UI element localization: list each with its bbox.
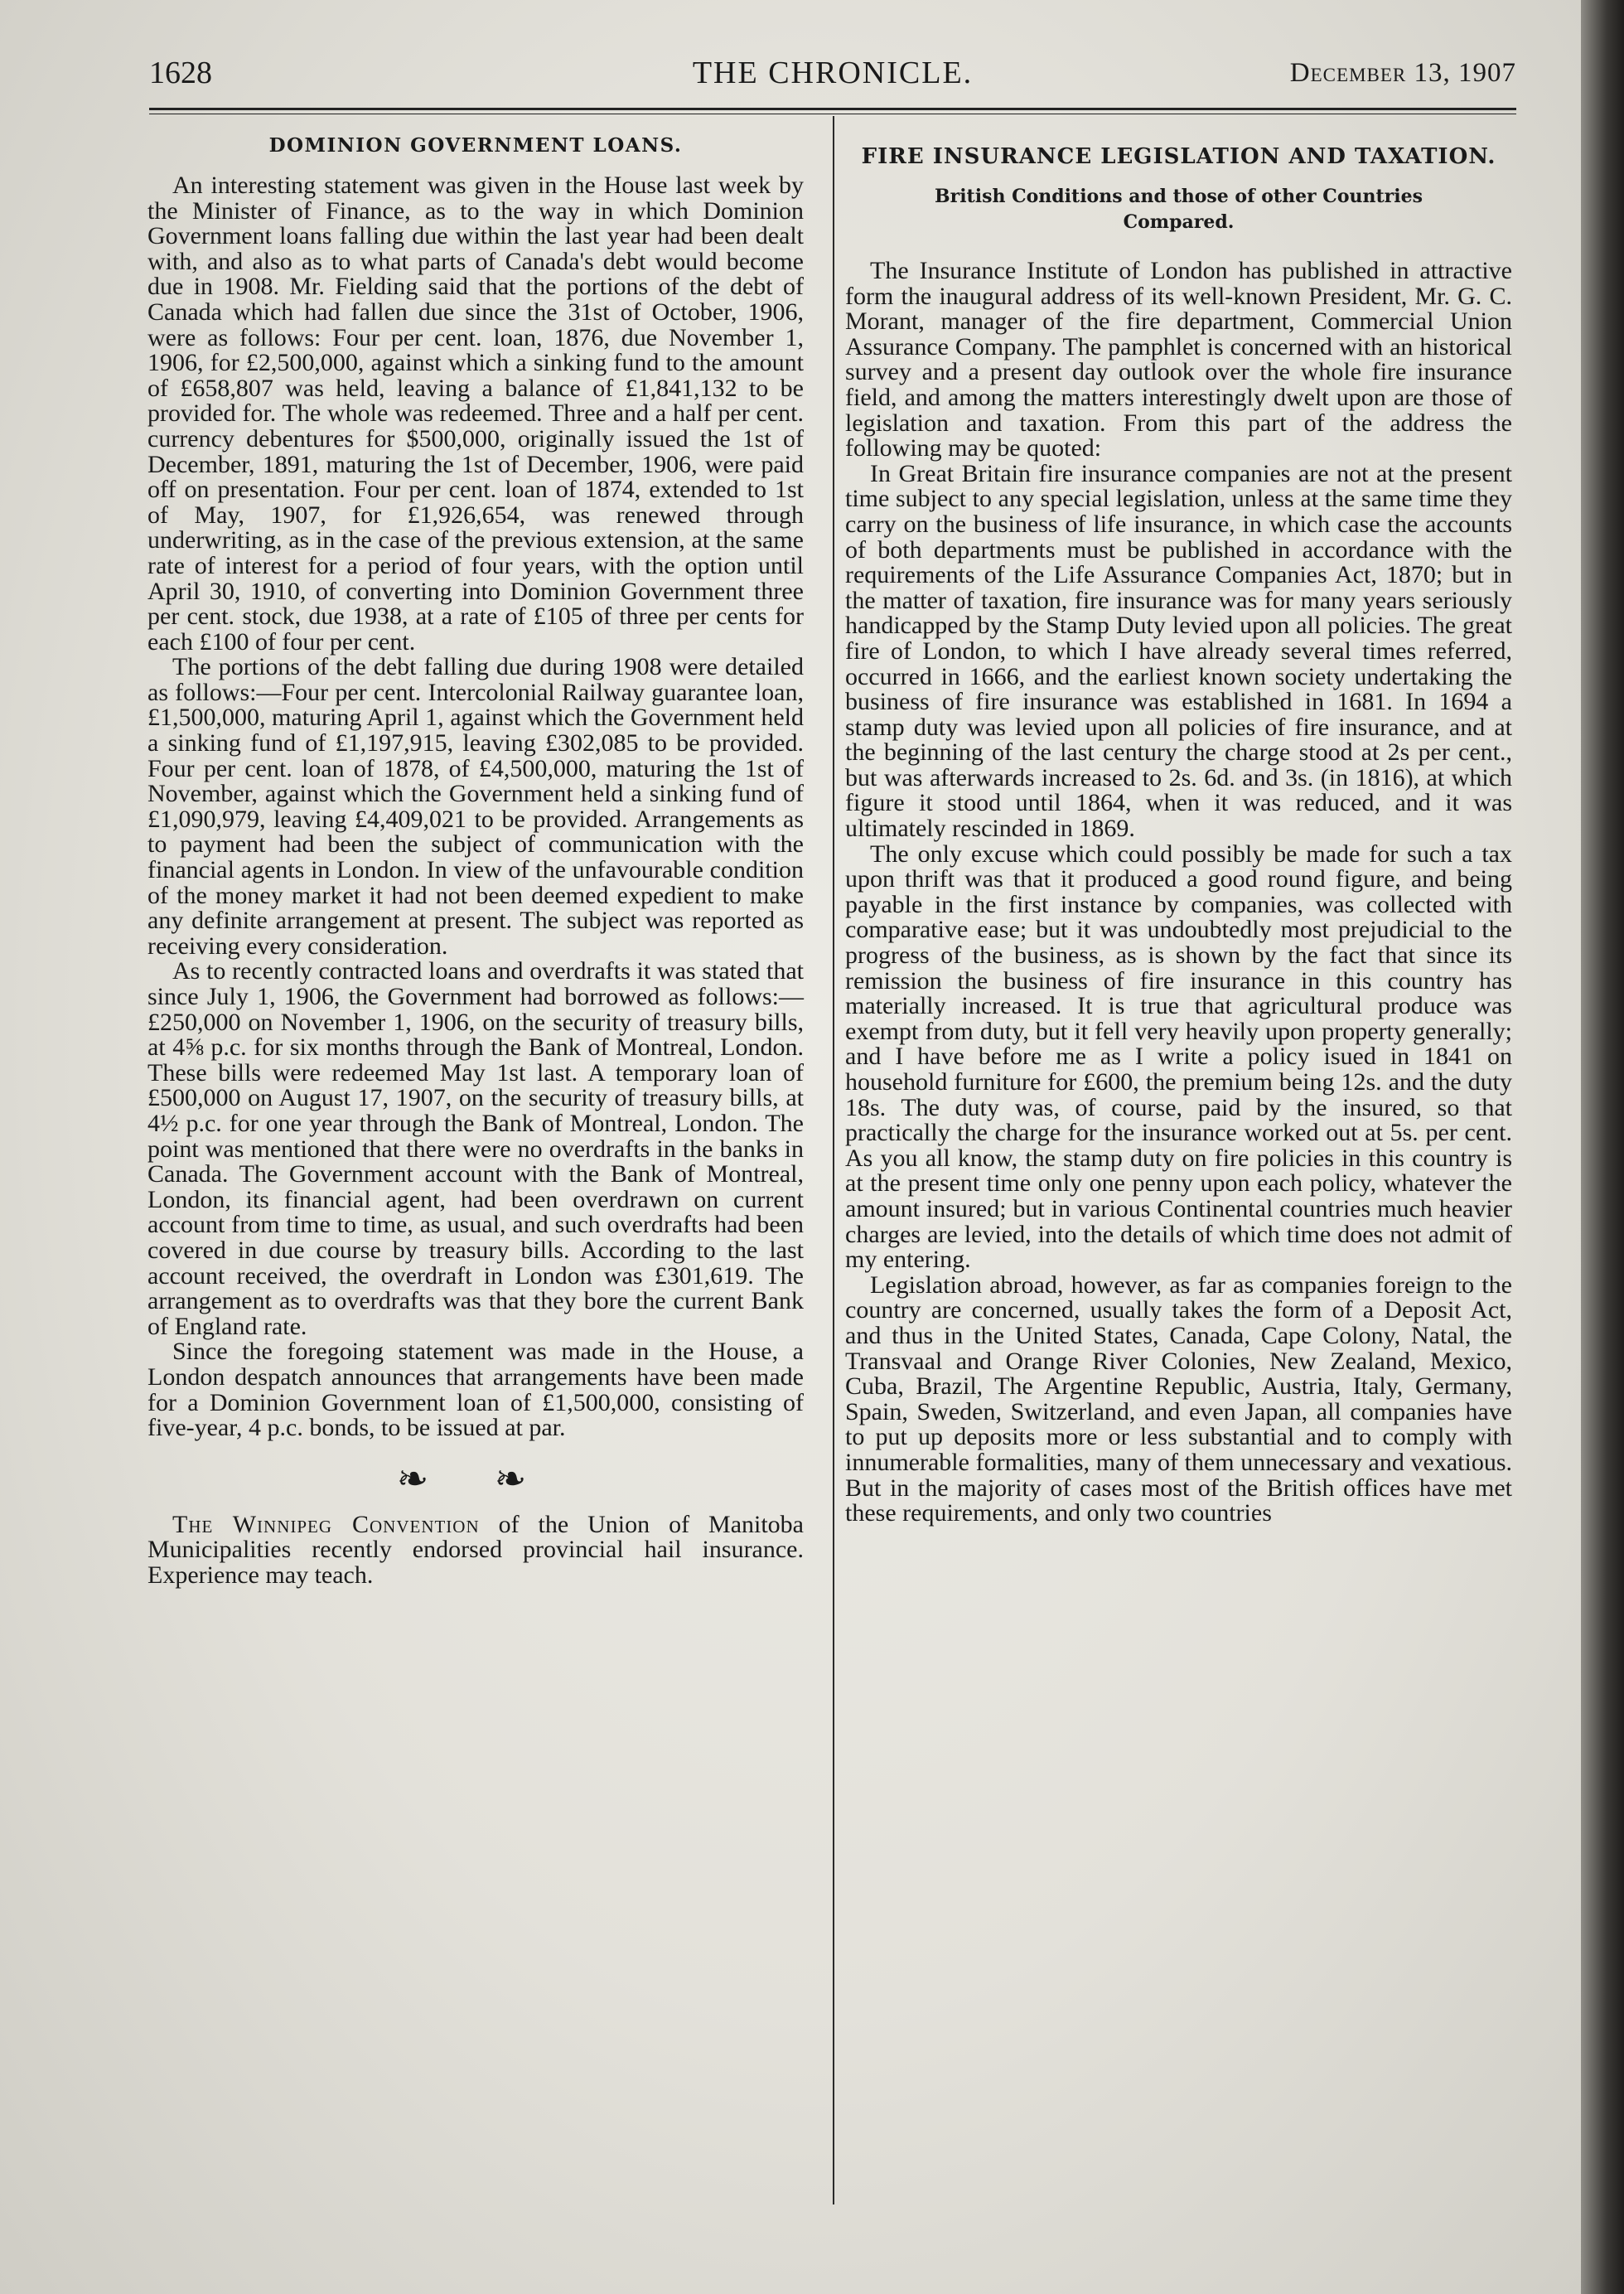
right-column (845, 124, 1512, 1527)
news-item-text: of the Union of Manitoba Municipalities recently endorsed provincial hail insurance. Experience may teach. (147, 1510, 805, 1589)
article-paragraph: The portions of the debt falling due during 1908 were detailed as follows:—Four per cent. Intercolonial Railway guarantee loan, £1,500,000, maturing April 1, against which the Government held a sinking fund of £1,197,915, leaving £302,085 to be provided. Four per cent. loan of 1878, of £4,500,000, maturing the 1st of November, against which the Government held a sinking fund of £1,090,979, leaving £4,409,021 to be provided. Arrangements as to payment had been the subject of communication with the financial agents in London. In view of the unfavourable condition of the money market it had not been deemed expedient to make any definite arrangement at present. The subject was reported as receiving every consideration. (147, 653, 804, 960)
article-paragraph: Since the foregoing statement was made in the House, a London despatch announces that arrangements have been made for a Dominion Government loan of £1,500,000, consisting of five-year, 4 p.c. bonds, to be issued at par. (147, 1338, 804, 1442)
article-heading: FIRE INSURANCE LEGISLATION AND TAXATION. (861, 144, 1496, 169)
article-paragraph: The only excuse which could possibly be made for such a tax upon thrift was that it produced a good round figure, and being payable in the first instance by companies, was collected with comparative ease; but it was undoubtedly most prejudicial to the progress of the business, as is shown by the fact that since its remission the business of fire insurance in this country has materially increased. It is true that agricultural produce was exempt from duty, but it fell very heavily upon property generally; and I have before me as I write a policy isued in 1841 on household furniture for £600, the premium being 12s. and the duty 18s. The duty was, of course, paid by the insured, so that practically the charge for the insurance worked out at 5s. per cent. As you all know, the stamp duty on fire policies in this country is at the present time only one penny upon each policy, whatever the amount insured; but in various Continental countries much heavier charges are levied, into the details of which time does not admit of my entering. (845, 840, 1512, 1274)
page-number: 1628 (149, 56, 212, 90)
article-paragraph: As to recently contracted loans and overdrafts it was stated that since July 1, 1906, the Government had borrowed as follows:—£250,000 on November 1, 1906, on the security of treasury bills, at 4⅝ p.c. for six months through the Bank of Montreal, London. These bills were redeemed May 1st last. A temporary loan of £500,000 on August 17, 1907, on the security of treasury bills, at 4½ p.c. for one year through the Bank of Montreal, London. The point was mentioned that there were no overdrafts in the banks in Canada. The Government account with the Bank of Montreal, London, its financial agent, had been overdrawn on current account from time to time, as usual, and such overdrafts had been covered in due course by treasury bills. According to the last account received, the overdraft in London was £301,619. The arrangement as to overdrafts was that they bore the current Bank of England rate. (147, 957, 804, 1340)
news-item-lead: The Winnipeg Convention (172, 1510, 480, 1538)
article-paragraph: In Great Britain fire insurance companies are not at the present time subject to any special legislation, unless at the same time they carry on the business of life insurance, in which case the accounts of both departments must be published in accordance with the requirements of the Life Assurance Companies Act, 1870; but in the matter of taxation, fire insurance was for many years seriously handicapped by the Stamp Duty levied upon all policies. The great fire of London, to which I have already several times referred, occurred in 1666, and the earliest known society undertaking the business of fire insurance was established in 1681. In 1694 a stamp duty was levied upon all policies of fire insurance, and at the beginning of the last century the charge stood at 2s per cent., but was afterwards increased to 2s. 6d. and 3s. (in 1816), at which figure it stood until 1864, when it was reduced, and it was ultimately rescinded in 1869. (845, 459, 1512, 843)
article-heading: DOMINION GOVERNMENT LOANS. (268, 134, 683, 157)
article-paragraph: The Insurance Institute of London has published in attractive form the inaugural address of its well-known President, Mr. G. C. Morant, manager of the fire department, Commercial Union Assurance Company. The pamphlet is concerned with an historical survey and a present day outlook over the whole fire insurance field, and among the matters interestingly dwelt upon are those of legislation and taxation. From this part of the address the following may be quoted: (845, 257, 1512, 462)
column-divider (833, 116, 834, 2204)
article-paragraph: Legislation abroad, however, as far as companies foreign to the country are concerned, usually takes the form of a Deposit Act, and thus in the United States, Canada, Cape Colony, Natal, the Transvaal and Orange River Colonies, New Zealand, Mexico, Cuba, Brazil, The Argentine Republic, Austria, Italy, Germany, Spain, Sweden, Switzerland, and even Japan, all companies have to put up deposits more or less substantial and to comply with innumerable formalities, many of them unnecessary and vexatious. But in the majority of cases most of the British offices have met these requirements, and only two countries (845, 1270, 1512, 1527)
section-ornament: ❧ ❧ (396, 1457, 555, 1500)
news-item (147, 1512, 804, 1589)
journal-title: THE CHRONICLE. (692, 56, 974, 90)
left-column (147, 124, 804, 1588)
scan-edge-shadow (1581, 0, 1624, 2294)
article-paragraph: An interesting statement was given in the House last week by the Minister of Finance, as to the way in which Dominion Government loans falling due within the last year had been dealt with, and also as to what parts of Canada's debt would become due in 1908. Mr. Fielding said that the portions of the debt of Canada which had fallen due since the 31st of October, 1906, were as follows: Four per cent. loan, 1876, due November 1, 1906, for £2,500,000, against which a sinking fund to the amount of £658,807 was held, leaving a balance of £1,841,132 to be provided for. The whole was redeemed. Three and a half per cent. currency debentures for $500,000, originally issued the 1st of December, 1891, maturing the 1st of December, 1906, were paid off on presentation. Four per cent. loan of 1874, extended to 1st of May, 1907, for £1,926,654, was renewed through underwriting, as in the case of the previous extension, at the same rate of interest for a period of four years, with the option until April 30, 1910, of converting into Dominion Government three per cent. stock, due 1938, at a rate of £105 of three per cents for each £100 of four per cent. (147, 172, 804, 656)
header-rule (149, 108, 1516, 110)
article-subheading: British Conditions and those of other Countries Compared. (935, 186, 1423, 233)
page-header (149, 48, 1516, 106)
issue-date: December 13, 1907 (1289, 58, 1516, 88)
